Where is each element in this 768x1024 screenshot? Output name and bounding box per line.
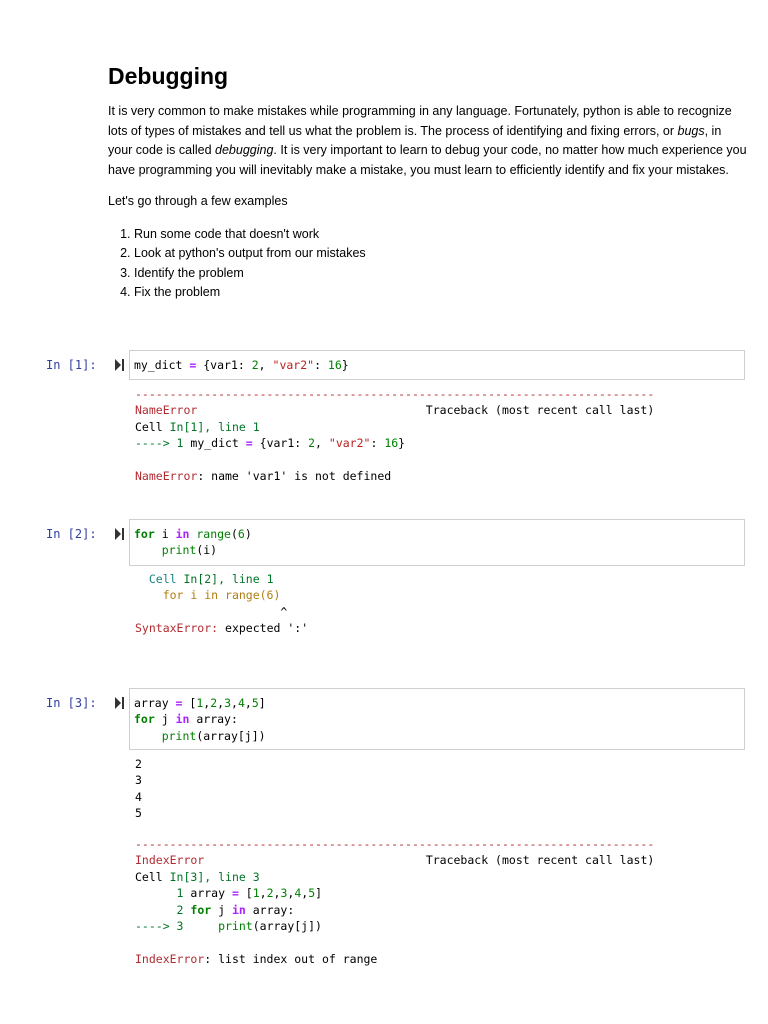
cell-2-code[interactable]: for i in range(6) print(i): [134, 527, 252, 558]
intro-paragraph: It is very common to make mistakes while programming in any language. Fortunately, python is able to recognize lots of types of mistakes and tell us what the problem is. The process of identifying and fixing errors, or bugs, in your code is called debugging. It is very important to learn to debug your code, no matter how much experience you have programming you will inevitably make a mistake, you must learn to efficiently identify and fix your mistakes.: [108, 104, 747, 177]
code-cell-3[interactable]: [129, 688, 745, 750]
error-name: NameError: [135, 403, 198, 418]
error-name: IndexError: [135, 853, 205, 868]
list-item: 4. Fix the problem: [134, 283, 748, 303]
cell-3-prompt: In [3]:: [46, 696, 97, 710]
output-line: 4: [135, 789, 142, 804]
cell-3-output: [135, 756, 745, 822]
cell-2-prompt: In [2]:: [46, 527, 97, 541]
run-cell-icon[interactable]: [115, 697, 124, 709]
run-cell-icon[interactable]: [115, 528, 124, 540]
code-cell-1[interactable]: [129, 350, 745, 380]
cell-1-prompt: In [1]:: [46, 358, 97, 372]
output-line: 3: [135, 773, 142, 788]
cell-1-output: --------------------------------------------------------------------------- NameError Traceback (most recent call last) Cell In[1], line 1 ----> 1 my_dict = {var1: 2, "var2": 16} NameError: name 'var1' is not defined: [135, 387, 655, 484]
list-item: 2. Look at python's output from our mistakes: [134, 244, 748, 264]
cell-2-output: Cell In[2], line 1 for i in range(6) ^ SyntaxError: expected ':': [135, 572, 309, 636]
cell-3-error: --------------------------------------------------------------------------- IndexError Traceback (most recent call last) Cell In[3], line 3 1 array = [1,2,3,4,5] 2 for j in array: ----> 3 print(array[j]) IndexError: list index out of range: [135, 837, 655, 966]
output-line: 2: [135, 757, 142, 771]
examples-intro: Let's go through a few examples: [108, 194, 288, 208]
page-title: Debugging: [108, 63, 229, 89]
debugging-emphasis: debugging: [215, 143, 274, 157]
code-cell-2[interactable]: [129, 519, 745, 566]
error-name: SyntaxError: [135, 621, 212, 636]
run-cell-icon[interactable]: [115, 359, 124, 371]
bugs-emphasis: bugs: [677, 123, 705, 138]
cell-1-code[interactable]: my_dict = {var1: 2, "var2": 16}: [134, 358, 349, 372]
list-item: 3. Identify the problem: [134, 264, 748, 284]
steps-list: [108, 225, 748, 303]
output-line: 5: [135, 806, 142, 821]
markdown-cell: [108, 62, 748, 303]
cell-3-code[interactable]: array = [1,2,3,4,5] for j in array: print(array[j]): [134, 696, 266, 743]
list-item: 1. Run some code that doesn't work: [134, 225, 748, 245]
